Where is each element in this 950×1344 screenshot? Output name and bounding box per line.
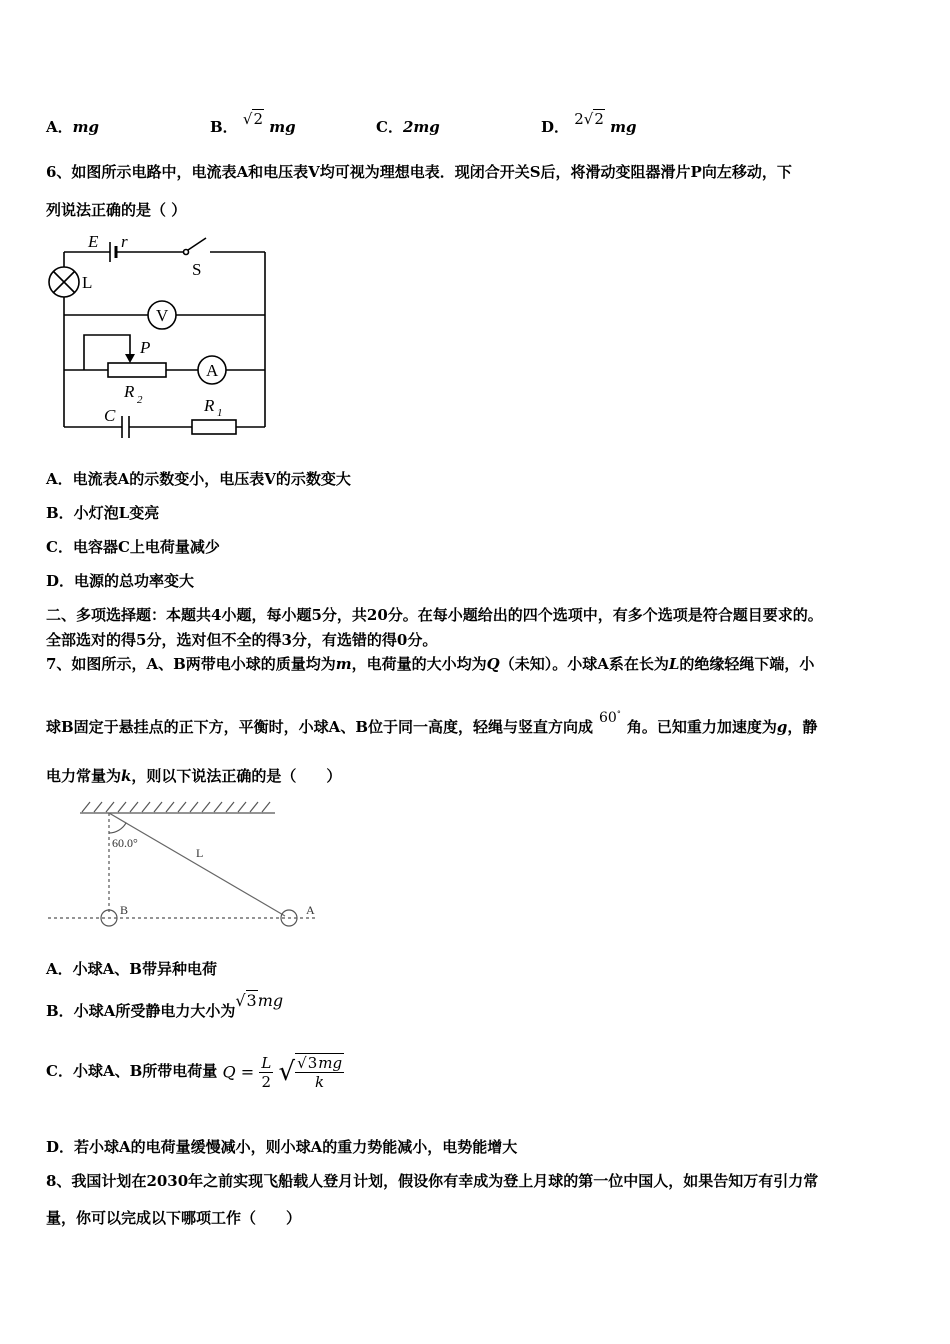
pendulum-diagram [44, 800, 324, 935]
expr: mg [257, 991, 284, 1010]
sqrt-expression: √3mg [235, 991, 284, 1010]
text: 电力常量为 [46, 767, 122, 785]
q7-stem-line3 [46, 765, 341, 786]
label-v: V [156, 306, 169, 325]
section2-line1: 二、多项选择题：本题共4小题，每小题5分，共20分。在每小题给出的四个选项中，有多个选项是符合题目要求的。 [46, 606, 823, 624]
angle-value [599, 710, 621, 726]
text: B．小球A所受静电力大小为 [46, 1002, 236, 1020]
sqrt-expression: √2 [242, 110, 264, 128]
q6-stem-line1: 6、如图所示电路中，电流表A和电压表V均可视为理想电表．现闭合开关S后，将滑动变阻器滑片P向左移动，下 [46, 163, 792, 181]
degree-sign: ° [616, 709, 621, 719]
q6-option-a: A．电流表A的示数变小，电压表V的示数变大 [46, 470, 351, 488]
ball-a-label: A [306, 903, 315, 917]
text: （未知）。小球A系在长为 [499, 655, 669, 673]
text: 7、如图所示，A、B两带电小球的质量均为 [46, 655, 336, 673]
q6-option-d: D．电源的总功率变大 [46, 572, 195, 590]
sqrt-expression: 2√2 [574, 110, 604, 128]
q5-option-a [46, 116, 99, 137]
string-label: L [196, 846, 204, 860]
q7-option-a: A．小球A、B带异种电荷 [46, 960, 217, 978]
label-l: L [82, 273, 93, 292]
expr: mg [318, 1054, 343, 1072]
radicand: 3 [307, 1054, 318, 1072]
radicand: 3 [246, 991, 257, 1010]
slider-wire [84, 335, 130, 370]
sqrt-sign: √ [278, 1057, 296, 1087]
rheostat-r2 [108, 363, 166, 377]
q6-stem-line2: 列说法正确的是（ ） [46, 201, 187, 219]
angle-label: 60.0° [112, 836, 138, 850]
numerator: L [261, 1053, 272, 1072]
fraction-l-over-2 [259, 1054, 273, 1091]
option-label: C． [376, 118, 403, 136]
ball-b-label: B [120, 903, 129, 917]
q5-option-b [210, 110, 296, 137]
text: ，则以下说法正确的是（ ） [131, 767, 342, 785]
var-g: g [776, 718, 788, 736]
q7-stem-line2 [46, 709, 818, 737]
text: C．小球A、B所带电荷量 [46, 1062, 218, 1080]
var-q: Q [486, 655, 500, 673]
circuit-diagram [40, 225, 280, 440]
ceiling-hatching [82, 802, 270, 812]
label-r2: R [124, 382, 135, 401]
option-expr: mg [72, 118, 100, 136]
label-r2-sub: 2 [137, 394, 143, 406]
var-l: L [668, 655, 680, 673]
angle-arc [109, 823, 126, 833]
label-e: E [88, 232, 99, 251]
text: ，电荷量的大小均为 [351, 655, 487, 673]
var-k: k [121, 767, 132, 785]
q5-option-c [376, 116, 440, 137]
label-r1: R [204, 396, 215, 415]
resistor-r1 [192, 420, 236, 434]
label-c: C [104, 406, 116, 425]
option-label: A． [46, 118, 73, 136]
string-l [109, 813, 285, 916]
var-m: m [335, 655, 352, 673]
slider-arrow-icon [125, 354, 135, 363]
label-s: S [192, 260, 202, 279]
q7-stem-line1 [46, 653, 814, 674]
text: 球B固定于悬挂点的正下方，平衡时，小球A、B位于同一高度，轻绳与竖直方向成 [46, 718, 593, 736]
q7-option-c [46, 1053, 344, 1091]
switch-blade [188, 238, 206, 250]
section2-line2: 全部选对的得5分，选对但不全的得3分，有选错的得0分。 [46, 631, 438, 649]
option-expr: 2mg [402, 118, 440, 136]
q8-stem-line1: 8、我国计划在2030年之前实现飞船载人登月计划，假设你有幸成为登上月球的第一位中国人，如果告知万有引力常 [46, 1172, 819, 1190]
fraction-sqrt3mg-over-k [295, 1053, 344, 1091]
radicand: 2 [594, 110, 604, 128]
label-r1-sub: 1 [217, 407, 223, 419]
numerator: √3mg [297, 1054, 343, 1072]
angle-number: 60 [599, 710, 617, 726]
text: 的绝缘轻绳下端，小 [679, 655, 815, 673]
denominator: k [315, 1073, 325, 1091]
option-expr: mg [269, 118, 296, 136]
q5-option-d [541, 110, 637, 137]
text: ，静 [787, 718, 818, 736]
text: 角。已知重力加速度为 [626, 718, 777, 736]
label-p: P [140, 338, 151, 357]
q6-option-c: C．电容器C上电荷量减少 [46, 538, 220, 556]
option-expr: mg [610, 118, 637, 136]
label-a: A [206, 361, 219, 380]
q7-option-b [46, 991, 284, 1021]
q7-option-d: D．若小球A的电荷量缓慢减小，则小球A的重力势能减小，电势能增大 [46, 1138, 518, 1156]
q8-stem-line2: 量，你可以完成以下哪项工作（ ） [46, 1209, 302, 1227]
coefficient: 2 [574, 110, 584, 128]
radicand: 2 [253, 110, 264, 128]
denominator: 2 [261, 1072, 272, 1091]
option-label: D． [541, 118, 570, 136]
switch-contact [184, 250, 189, 255]
option-label: B． [210, 118, 238, 136]
q6-option-b: B．小灯泡L变亮 [46, 504, 160, 522]
label-r: r [121, 232, 128, 251]
q-equals: Q = [222, 1062, 255, 1082]
